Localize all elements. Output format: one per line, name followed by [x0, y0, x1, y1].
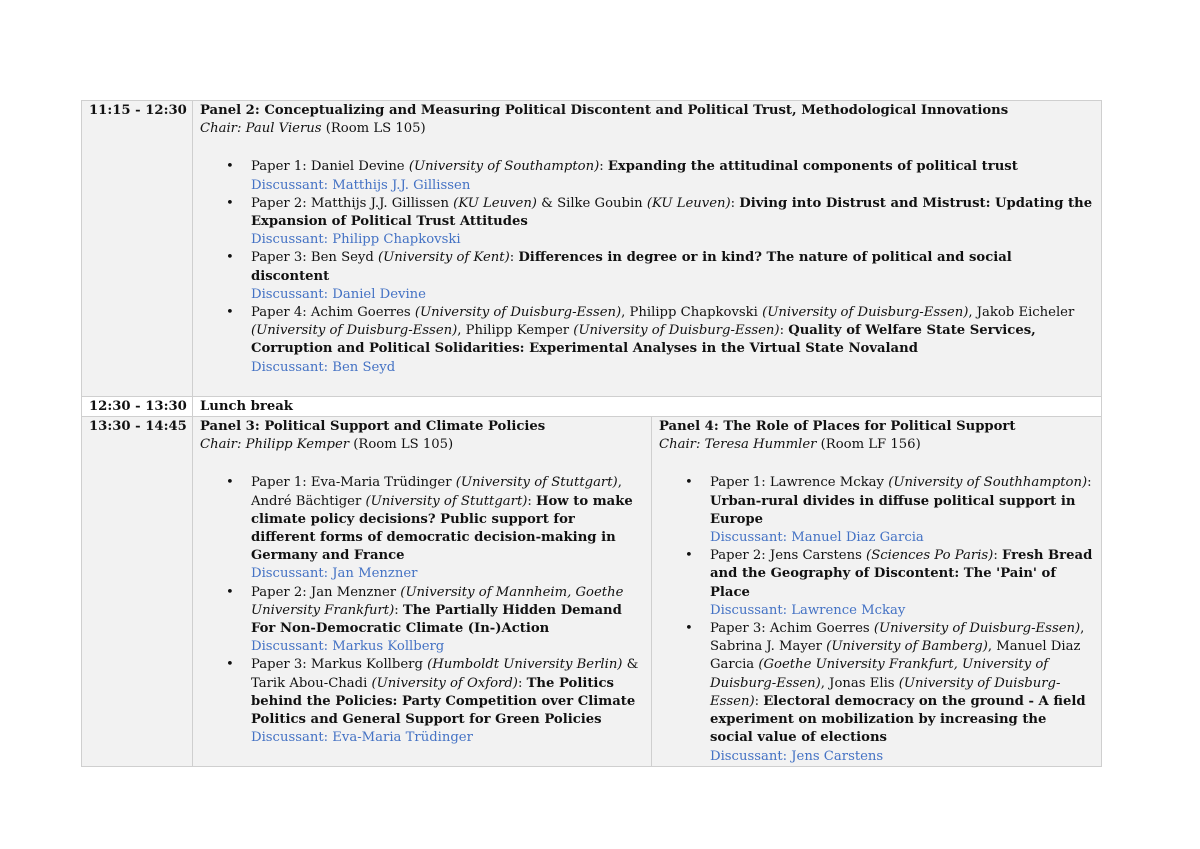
paper-text: & Silke Goubin — [536, 195, 647, 211]
paper-entry — [251, 474, 643, 565]
discussant: Discussant: Eva-Maria Trüdinger — [251, 730, 473, 746]
schedule-table — [81, 100, 1102, 767]
panel-title: Panel 4: The Role of Places for Political Support — [659, 419, 1016, 435]
affiliation: (University of Oxford) — [371, 675, 518, 691]
session-row-lunch — [82, 396, 1102, 416]
paper-text: , Philipp Kemper — [457, 323, 574, 339]
chair-name: Chair: Paul Vierus — [200, 121, 322, 137]
paper-text: : — [1087, 475, 1092, 491]
affiliation: (University of Southampton) — [408, 159, 600, 175]
paper-title: Expanding the attitudinal components of political trust — [607, 159, 1018, 175]
paper-text: Paper 2: Jens Carstens — [710, 548, 867, 564]
paper-item — [251, 158, 1093, 194]
paper-entry — [251, 195, 1093, 231]
time-slot: 12:30 - 13:30 — [82, 396, 193, 416]
paper-item — [710, 474, 1093, 547]
paper-item — [251, 584, 643, 657]
paper-text: , Jonas Elis — [820, 675, 899, 691]
discussant: Discussant: Daniel Devine — [251, 286, 426, 302]
paper-text: Paper 2: Jan Menzner — [251, 584, 401, 600]
paper-title: Diving into Distrust and Mistrust: Updating the Expansion of Political Trust Attitudes — [251, 195, 1093, 230]
affiliation: (University of Duisburg-Essen) — [873, 621, 1081, 637]
chair-name: Chair: Philipp Kemper — [200, 437, 350, 453]
paper-text: , Sabrina J. Mayer — [710, 621, 1085, 655]
paper-text: , André Bächtiger — [251, 475, 622, 509]
paper-item — [710, 620, 1093, 766]
affiliation: (University of Southhampton) — [888, 475, 1088, 491]
room-label: (Room LS 105) — [321, 121, 426, 137]
time-slot: 11:15 - 12:30 — [82, 101, 193, 397]
paper-title: Fresh Bread and the Geography of Discontent: The 'Pain' of Place — [710, 548, 1093, 600]
paper-item — [251, 249, 1093, 304]
paper-entry — [251, 249, 1093, 285]
panel-title: Panel 2: Conceptualizing and Measuring Political Discontent and Political Trust, Methodological Innovations — [200, 103, 1009, 118]
paper-text: & Tarik Abou-Chadi — [251, 657, 639, 691]
paper-text: : — [394, 602, 403, 618]
paper-text: Paper 1: Eva-Maria Trüdinger — [251, 475, 456, 491]
affiliation: (University of Duisburg-Essen) — [414, 305, 622, 321]
affiliation: (University of Duisburg-Essen) — [762, 305, 969, 321]
panel-cell-panel3 — [193, 417, 652, 767]
paper-entry — [251, 158, 1093, 176]
paper-text: Paper 3: Markus Kollberg — [251, 657, 428, 673]
discussant: Discussant: Matthijs J.J. Gillissen — [251, 177, 471, 193]
paper-text: : — [517, 675, 527, 691]
paper-text: : — [509, 250, 519, 266]
paper-entry — [710, 474, 1093, 529]
paper-text: Paper 3: Achim Goerres — [710, 621, 874, 637]
paper-text: : — [599, 159, 608, 175]
paper-title: The Partially Hidden Demand For Non-Democratic Climate (In-)Action — [251, 602, 622, 637]
panel-chair — [200, 120, 1093, 138]
paper-title: The Politics behind the Policies: Party Competition over Climate Politics and General Support for Green Policies — [251, 675, 636, 728]
paper-item — [251, 656, 643, 747]
paper-list — [200, 158, 1093, 376]
discussant: Discussant: Markus Kollberg — [251, 639, 445, 655]
paper-list — [200, 474, 643, 747]
paper-item — [251, 304, 1093, 377]
paper-text: Paper 2: Matthijs J.J. Gillissen — [251, 195, 454, 211]
paper-text: , Manuel Diaz Garcia — [710, 639, 1081, 673]
panel-cell-panel4 — [652, 417, 1102, 767]
paper-title: Electoral democracy on the ground - A field experiment on mobilization by increasing the social value of elections — [710, 693, 1086, 746]
panel-title: Panel 3: Political Support and Climate Policies — [200, 419, 546, 435]
paper-title: Quality of Welfare State Services, Corruption and Political Solidarities: Experimental Analyses in the Virtual State Novaland — [251, 323, 1036, 357]
affiliation: (University of Bamberg) — [826, 639, 988, 655]
panel-cell-panel2 — [193, 101, 1102, 397]
paper-entry — [251, 304, 1093, 359]
discussant: Discussant: Ben Seyd — [251, 359, 396, 375]
affiliation: (Sciences Po Paris) — [866, 548, 994, 564]
room-label: (Room LS 105) — [349, 437, 454, 453]
paper-text: : — [527, 493, 537, 509]
paper-entry — [251, 656, 643, 729]
paper-title: Differences in degree or in kind? The nature of political and social discontent — [251, 250, 1012, 284]
affiliation: (Humboldt University Berlin) — [427, 657, 623, 673]
paper-item — [251, 195, 1093, 250]
paper-text: Paper 1: Lawrence Mckay — [710, 475, 889, 491]
affiliation: (University of Stuttgart) — [455, 475, 618, 491]
affiliation: (University of Duisburg-Essen) — [710, 675, 1061, 709]
discussant: Discussant: Philipp Chapkovski — [251, 232, 461, 248]
panel-chair — [659, 436, 1093, 454]
discussant: Discussant: Lawrence Mckay — [710, 602, 906, 618]
discussant: Discussant: Jan Menzner — [251, 566, 418, 582]
paper-text: , Jakob Eicheler — [968, 305, 1075, 321]
affiliation: (KU Leuven) — [453, 195, 537, 211]
paper-text: : — [730, 195, 740, 211]
paper-title: Urban-rural divides in diffuse political support in Europe — [710, 493, 1076, 527]
affiliation: (University of Duisburg-Essen) — [573, 323, 780, 339]
paper-list — [659, 474, 1093, 765]
session-row-panel2 — [82, 101, 1102, 397]
paper-text: : — [993, 548, 1002, 564]
paper-text: , Philipp Chapkovski — [621, 305, 763, 321]
room-label: (Room LF 156) — [816, 437, 921, 453]
paper-entry — [710, 620, 1093, 747]
paper-title: How to make climate policy decisions? Public support for different forms of democratic decision-making in Germany and France — [251, 493, 633, 564]
affiliation: (Goethe University Frankfurt, University of Duisburg-Essen) — [710, 657, 1049, 691]
affiliation: (University of Stuttgart) — [365, 493, 528, 509]
paper-item — [710, 547, 1093, 620]
affiliation: (University of Mannheim, Goethe University Frankfurt) — [251, 584, 624, 618]
paper-text: : — [754, 693, 764, 709]
paper-text: Paper 4: Achim Goerres — [251, 305, 415, 321]
paper-text: Paper 3: Ben Seyd — [251, 250, 379, 266]
affiliation: (University of Duisburg-Essen) — [251, 323, 458, 339]
paper-text: Paper 1: Daniel Devine — [251, 159, 409, 175]
discussant: Discussant: Jens Carstens — [710, 748, 884, 764]
chair-name: Chair: Teresa Hummler — [659, 437, 817, 453]
affiliation: (University of Kent) — [378, 250, 510, 266]
lunch-break-label: Lunch break — [193, 396, 1102, 416]
time-slot: 13:30 - 14:45 — [82, 417, 193, 767]
session-row-panel3-4 — [82, 417, 1102, 767]
paper-item — [251, 474, 643, 583]
paper-entry — [251, 584, 643, 639]
panel-chair — [200, 436, 643, 454]
paper-text: : — [779, 323, 789, 339]
paper-entry — [710, 547, 1093, 602]
affiliation: (KU Leuven) — [646, 195, 731, 211]
discussant: Discussant: Manuel Diaz Garcia — [710, 530, 924, 546]
